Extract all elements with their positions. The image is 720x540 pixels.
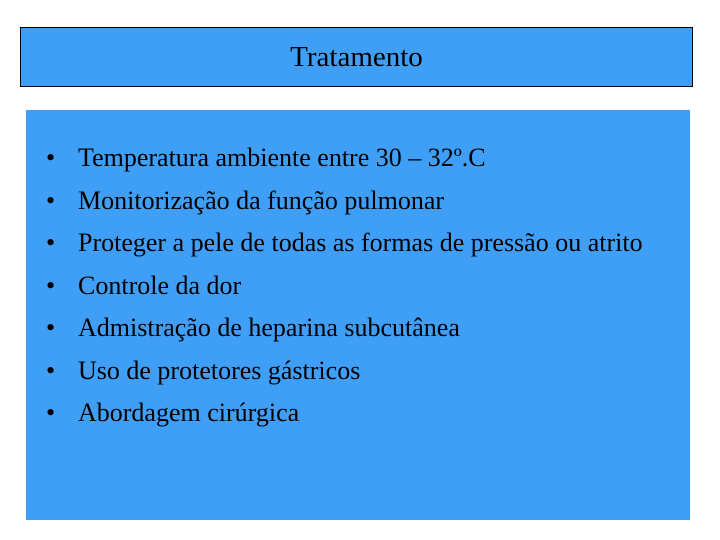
list-item	[46, 186, 676, 215]
slide-title: Tratamento	[290, 40, 423, 73]
bullet-text: Abordagem cirúrgica	[78, 398, 300, 427]
bullet-list	[46, 143, 676, 441]
bullet-text: Temperatura ambiente entre 30 – 32º.C	[78, 143, 486, 172]
bullet-icon: •	[46, 143, 56, 172]
bullet-icon: •	[46, 185, 56, 215]
bullet-text: Monitorização da função pulmonar	[78, 185, 445, 215]
bullet-text: Controle da dor	[78, 270, 242, 300]
bullet-icon: •	[46, 270, 56, 300]
bullet-icon: •	[46, 313, 56, 342]
bullet-text: Proteger a pele de todas as formas de pressão ou atrito	[78, 228, 643, 257]
list-item	[46, 271, 676, 300]
list-item	[46, 143, 676, 172]
content-box	[26, 110, 690, 520]
list-item	[46, 398, 676, 427]
title-box	[20, 27, 693, 87]
bullet-icon: •	[46, 355, 56, 385]
list-item	[46, 356, 676, 385]
bullet-text: Admistração de heparina subcutânea	[78, 313, 460, 342]
bullet-icon: •	[46, 228, 56, 257]
bullet-text: Uso de protetores gástricos	[78, 355, 361, 385]
list-item	[46, 313, 676, 342]
list-item	[46, 228, 676, 257]
bullet-icon: •	[46, 398, 56, 427]
